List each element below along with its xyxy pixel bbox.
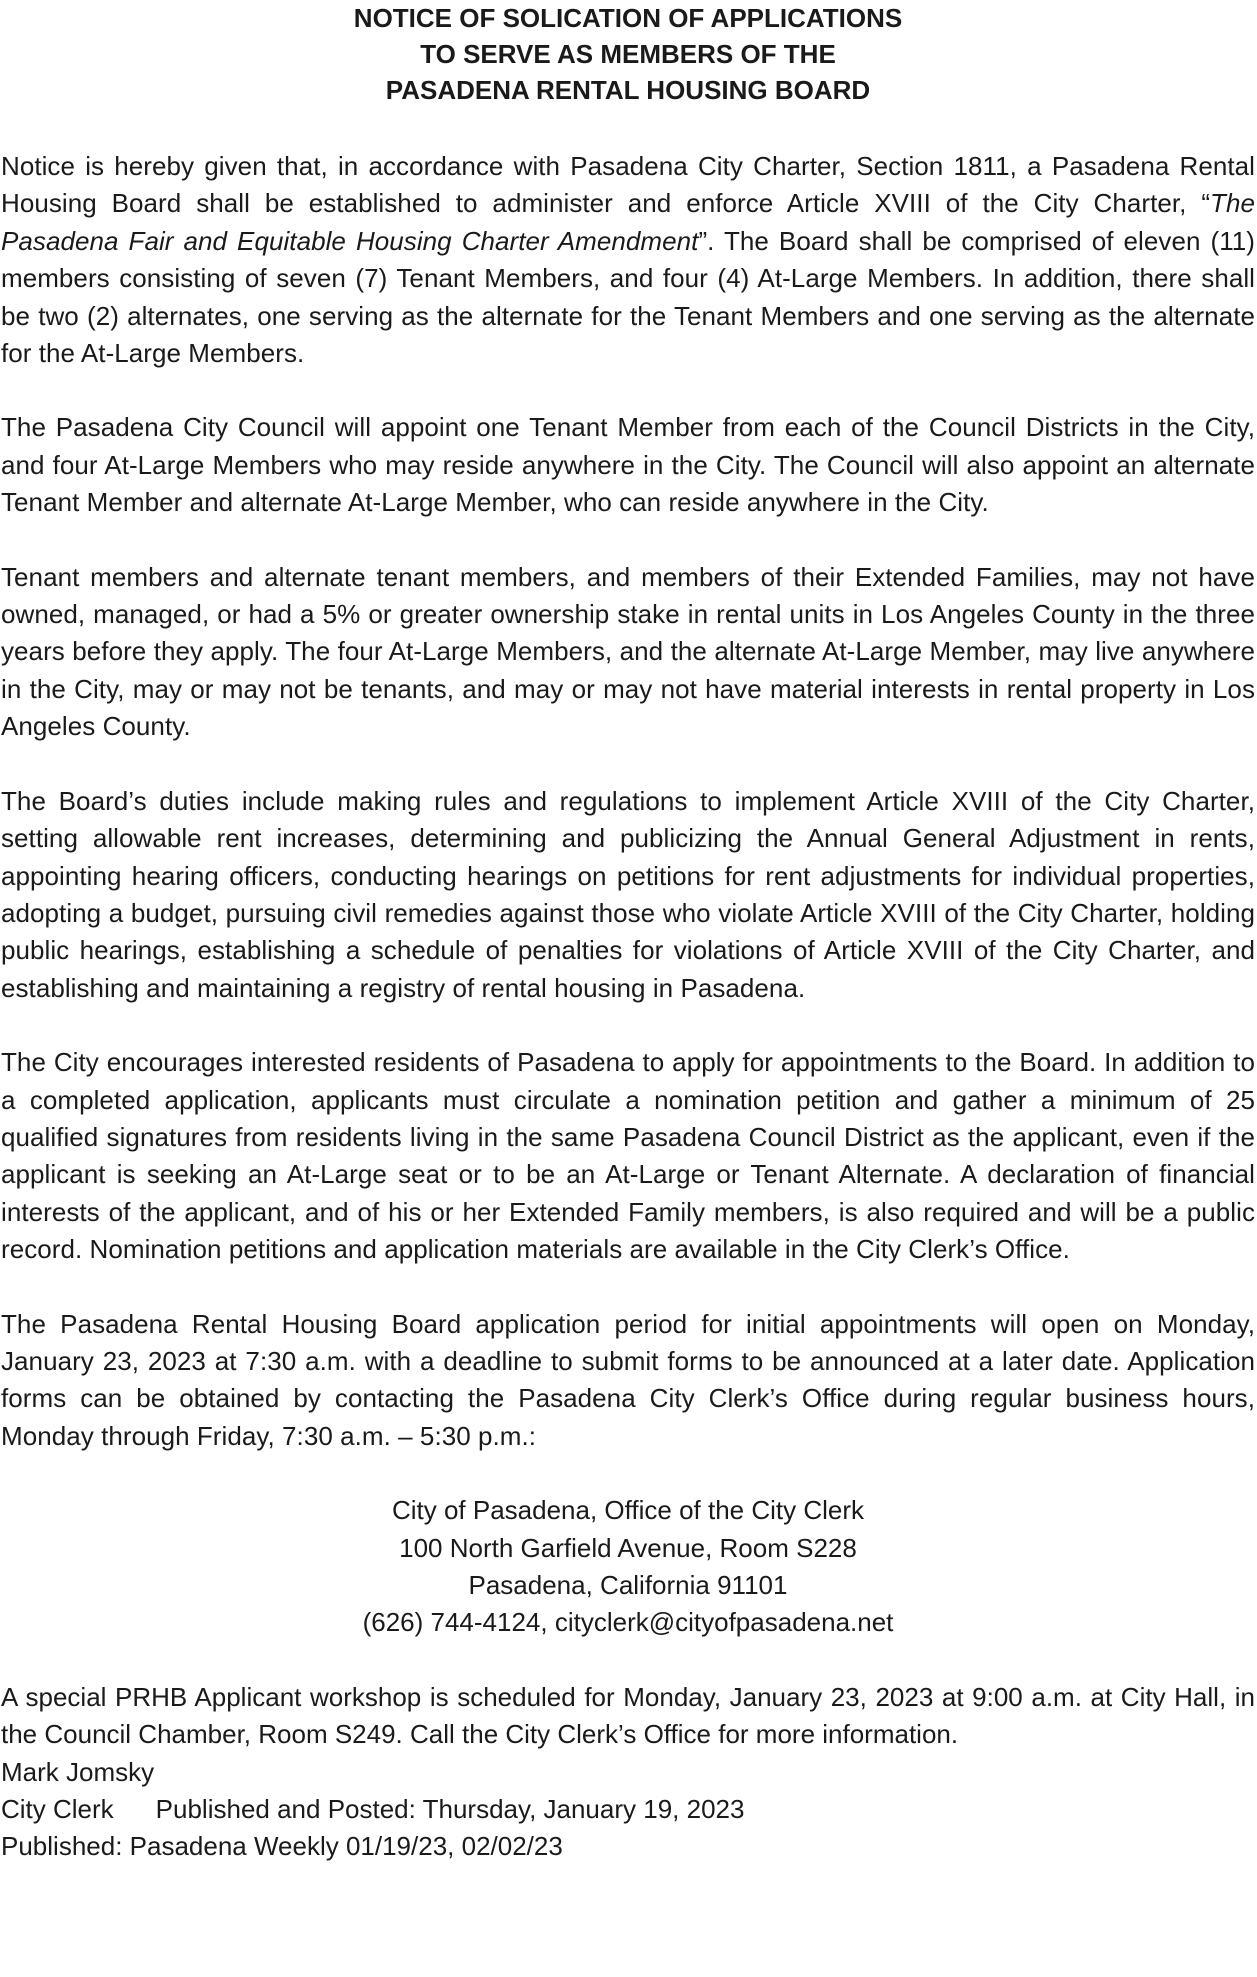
published-posted-date: Published and Posted: Thursday, January 19, 2023	[155, 1794, 745, 1825]
notice-title	[1, 0, 1255, 108]
publication-dates: Published: Pasadena Weekly 01/19/23, 02/02/23	[1, 1831, 563, 1862]
charter-amendment-title: The Pasadena Fair and Equitable Housing Charter Amendment	[1, 188, 1255, 256]
address-line-1: City of Pasadena, Office of the City Clerk	[391, 1495, 865, 1526]
signer-line	[1, 1791, 1255, 1828]
paragraph-1-text-a: Notice is hereby given that, in accordance with Pasadena City Charter, Section 1811, a Pasadena Rental Housing Board shall be established to administer and enforce Article XVIII of the City Charter, “	[1, 151, 1255, 219]
paragraph-board-establishment	[1, 148, 1255, 372]
paragraph-1-text-b: ”. The Board shall be comprised of eleven (11) members consisting of seven (7) Tenant Members, and four (4) At-Large Members. In addition, there shall be two (2) alternates, one serving as the alternate for the Tenant Members and one serving as the alternate for the At-Large Members.	[1, 225, 1255, 369]
paragraph-council-appointments: The Pasadena City Council will appoint one Tenant Member from each of the Council Districts in the City, and four At-Large Members who may reside anywhere in the City. The Council will also appoint an alternate Tenant Member and alternate At-Large Member, who can reside anywhere in the City.	[1, 412, 1255, 518]
paragraph-application-requirements: The City encourages interested residents of Pasadena to apply for appointments to the Board. In addition to a completed application, applicants must circulate a nomination petition and gather a minimum of 25 qualified signatures from residents living in the same Pasadena Council District as the applicant, even if the applicant is seeking an At-Large seat or to be an At-Large or Tenant Alternate. A declaration of financial interests of the applicant, and of his or her Extended Family members, is also required and will be a public record. Nomination petitions and application materials are available in the City Clerk’s Office.	[1, 1047, 1255, 1265]
closing-block	[1, 1679, 1255, 1866]
workshop-notice: A special PRHB Applicant workshop is scheduled for Monday, January 23, 2023 at 9:00 a.m. at City Hall, in the Council Chamber, Room S249. Call the City Clerk’s Office for more information.	[1, 1681, 1255, 1750]
signer-title: City Clerk	[1, 1794, 114, 1825]
clerk-address-block	[1, 1492, 1255, 1642]
title-line-3: PASADENA RENTAL HOUSING BOARD	[385, 75, 871, 105]
address-contact-line: (626) 744-4124, cityclerk@cityofpasadena.net	[362, 1607, 894, 1638]
paragraph-member-eligibility: Tenant members and alternate tenant members, and members of their Extended Families, may not have owned, managed, or had a 5% or greater ownership stake in rental units in Los Angeles County in the three years before they apply. The four At-Large Members, and the alternate At-Large Member, may live anywhere in the City, may or may not be tenants, and may or may not have material interests in rental property in Los Angeles County.	[1, 561, 1255, 742]
paragraph-application-period: The Pasadena Rental Housing Board application period for initial appointments will open on Monday, January 23, 2023 at 7:30 a.m. with a deadline to submit forms to be announced at a later date. Application forms can be obtained by contacting the Pasadena City Clerk’s Office during regular business hours, Monday through Friday, 7:30 a.m. – 5:30 p.m.:	[1, 1308, 1255, 1451]
address-line-3: Pasadena, California 91101	[468, 1570, 788, 1600]
paragraph-board-duties: The Board’s duties include making rules and regulations to implement Article XVIII of the City Charter, setting allowable rent increases, determining and publicizing the Annual General Adjustment in rents, appointing hearing officers, conducting hearings on petitions for rent adjustments for individual properties, adopting a budget, pursuing civil remedies against those who violate Article XVIII of the City Charter, holding public hearings, establishing a schedule of penalties for violations of Article XVIII of the City Charter, and establishing and maintaining a registry of rental housing in Pasadena.	[1, 785, 1255, 1003]
title-line-1: NOTICE OF SOLICATION OF APPLICATIONS	[353, 3, 903, 33]
signer-name: Mark Jomsky	[1, 1756, 155, 1787]
title-line-2: TO SERVE AS MEMBERS OF THE	[420, 39, 836, 69]
address-line-2: 100 North Garfield Avenue, Room S228	[399, 1532, 857, 1563]
